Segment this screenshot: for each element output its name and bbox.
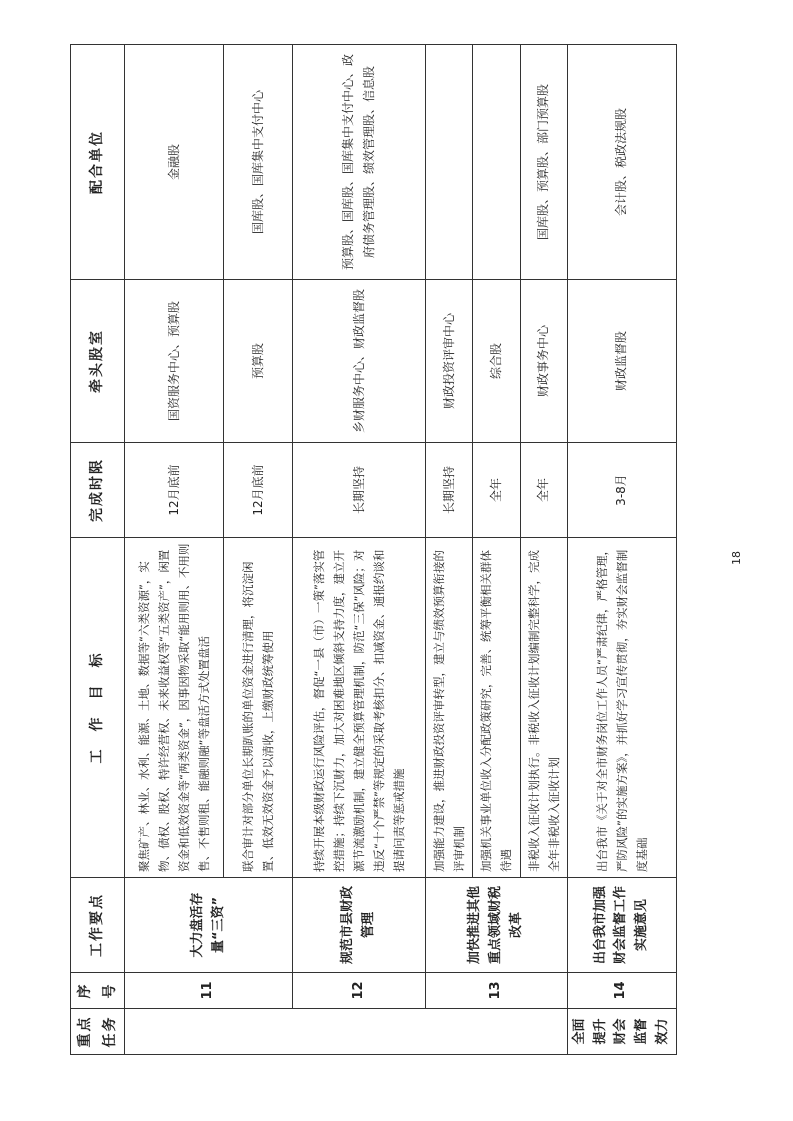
seq-cell: 13: [426, 973, 568, 1009]
header-task: 重点任务: [71, 1009, 125, 1055]
point-cell: 加快推进其他重点领域财税改革: [426, 878, 568, 973]
coop-cell: 金融股: [125, 45, 224, 280]
task-cell: 全面提升财会监督效力: [567, 1009, 676, 1055]
coop-cell: 预算股、国库股、国库集中支付中心、政府债务管理股、绩效管理股、信息股: [293, 45, 426, 280]
seq-cell: 14: [567, 973, 676, 1009]
deadline-cell: 12月底前: [125, 443, 224, 538]
lead-cell: 财政投资评审中心: [426, 280, 473, 443]
point-cell: 大力盘活存量“三资”: [125, 878, 293, 973]
coop-cell: 国库股、预算股、部门预算股: [520, 45, 567, 280]
goal-cell: 持续开展本级财政运行风险评估，督促“一县（市）一策”落实管控措施；持续下沉财力，加大对困难地区倾斜支持力度，建立开源节流激励机制，建立健全预算管理机制，防范“三保”风险；对违反“十个严禁”等规定的采取考核扣分、扣减资金、通报约谈和提请问责等惩戒措施: [293, 538, 426, 878]
header-goal: 工 作 目 标: [71, 538, 125, 878]
goal-cell: 非税收入征收计划执行。非税收入征收计划编制完整科学，完成全年非税收入征收计划: [520, 538, 567, 878]
header-row: [71, 45, 125, 1055]
header-lead: 牵头股室: [71, 280, 125, 443]
lead-cell: 国资服务中心、预算股: [125, 280, 224, 443]
deadline-cell: 全年: [473, 443, 520, 538]
table-row: [567, 45, 676, 1055]
goal-cell: 加强机关事业单位收入分配政策研究，完善、统筹平衡相关群体待遇: [473, 538, 520, 878]
goal-cell: 出台我市《关于对全市财务岗位工作人员“严肃纪律，严格管理，严防风险”的实施方案》，并抓好学习宣传贯彻，夯实财会监督制度基础: [567, 538, 676, 878]
page-number: 18: [730, 551, 743, 565]
seq-cell: 11: [125, 973, 293, 1009]
lead-cell: 乡财服务中心、财政监督股: [293, 280, 426, 443]
table-row: [426, 45, 473, 1055]
goal-cell: 聚焦矿产、林业、水利、能源、土地、数据等“六类资源”，实物、债权、股权、特许经营权、未来收益权等“五类资产”，闲置资金和低效资金等“两类资金”，因事因物采取“能用则用、不用则售、不售则租、能融则融”等盘活方式处置盘活: [125, 538, 224, 878]
table-row: [293, 45, 426, 1055]
goal-cell: 联合审计对部分单位长期趴账的单位资金进行清理，将沉淀闲置、低效无效资金予以清收，上缴财政统筹使用: [224, 538, 293, 878]
lead-cell: 财政事务中心: [520, 280, 567, 443]
header-seq: 序号: [71, 973, 125, 1009]
key-tasks-table: [70, 44, 677, 1055]
deadline-cell: 12月底前: [224, 443, 293, 538]
lead-cell: 预算股: [224, 280, 293, 443]
coop-cell: 国库股、国库集中支付中心: [224, 45, 293, 280]
deadline-cell: 长期坚持: [426, 443, 473, 538]
coop-cell: [426, 45, 473, 280]
coop-cell: [473, 45, 520, 280]
lead-cell: 财政监督股: [567, 280, 676, 443]
deadline-cell: 长期坚持: [293, 443, 426, 538]
header-deadline: 完成时限: [71, 443, 125, 538]
point-cell: 规范市县财政管理: [293, 878, 426, 973]
header-point: 工作要点: [71, 878, 125, 973]
deadline-cell: 全年: [520, 443, 567, 538]
lead-cell: 综合股: [473, 280, 520, 443]
seq-cell: 12: [293, 973, 426, 1009]
task-cell: [125, 1009, 568, 1055]
point-cell: 出台我市加强财会监督工作实施意见: [567, 878, 676, 973]
header-coop: 配合单位: [71, 45, 125, 280]
deadline-cell: 3-8月: [567, 443, 676, 538]
coop-cell: 会计股、税政法规股: [567, 45, 676, 280]
goal-cell: 加强能力建设，推进财政投资评审转型，建立与绩效预算衔接的评审机制: [426, 538, 473, 878]
table-row: [125, 45, 224, 1055]
